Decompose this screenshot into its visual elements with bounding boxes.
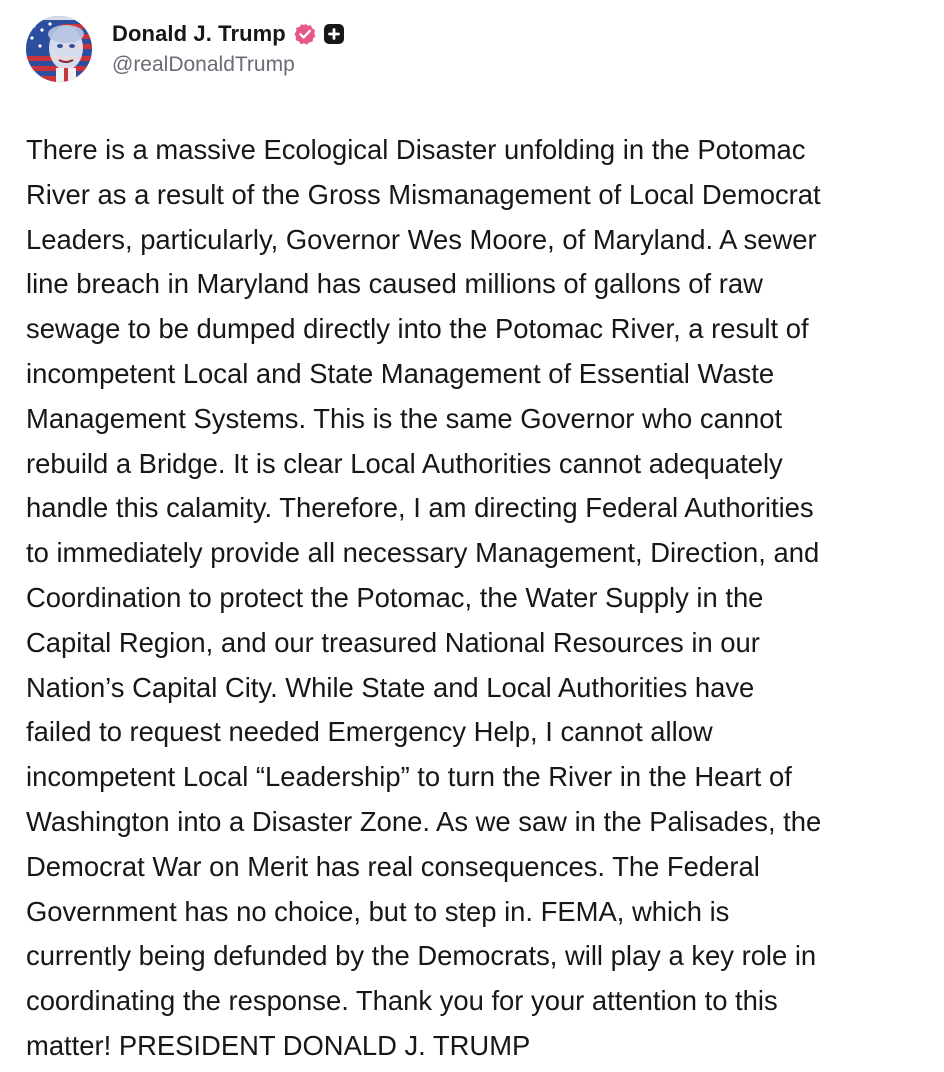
post-line: to immediately provide all necessary Management, Direction, and: [26, 537, 820, 569]
follow-plus-icon[interactable]: [323, 23, 345, 45]
name-row: [112, 16, 345, 52]
post-line: handle this calamity. Therefore, I am directing Federal Authorities: [26, 492, 814, 524]
author-identity: [112, 16, 345, 77]
post-line: matter! PRESIDENT DONALD J. TRUMP: [26, 1029, 531, 1061]
author-handle[interactable]: @realDonaldTrump: [112, 53, 295, 76]
post-header: [26, 16, 345, 86]
post-line: Government has no choice, but to step in. FEMA, which is: [26, 895, 730, 927]
author-display-name[interactable]: Donald J. Trump: [112, 21, 286, 46]
avatar[interactable]: [26, 16, 92, 82]
post-line: Democrat War on Merit has real consequences. The Federal: [26, 850, 760, 882]
post-line: Coordination to protect the Potomac, the Water Supply in the: [26, 581, 764, 613]
avatar-portrait-flag-icon: [26, 16, 92, 82]
post-line: Capital Region, and our treasured National Resources in our: [26, 626, 760, 658]
post-line: Leaders, particularly, Governor Wes Moore, of Maryland. A sewer: [26, 223, 817, 255]
post-line: failed to request needed Emergency Help, I cannot allow: [26, 716, 713, 748]
post-line: rebuild a Bridge. It is clear Local Authorities cannot adequately: [26, 447, 783, 479]
post-body-text: [26, 128, 926, 1069]
post-line: currently being defunded by the Democrats, will play a key role in: [26, 940, 817, 972]
post-line: incompetent Local and State Management of Essential Waste: [26, 357, 775, 389]
post-line: sewage to be dumped directly into the Potomac River, a result of: [26, 313, 809, 345]
post-line: incompetent Local “Leadership” to turn the River in the Heart of: [26, 761, 792, 793]
post-line: Washington into a Disaster Zone. As we saw in the Palisades, the: [26, 805, 822, 837]
post-line: coordinating the response. Thank you for your attention to this: [26, 985, 778, 1017]
post-line: Nation’s Capital City. While State and Local Authorities have: [26, 671, 755, 703]
post-line: Management Systems. This is the same Governor who cannot: [26, 402, 783, 434]
verified-badge-icon: [293, 22, 317, 46]
post-line: River as a result of the Gross Mismanagement of Local Democrat: [26, 178, 821, 210]
post-line: line breach in Maryland has caused millions of gallons of raw: [26, 268, 763, 300]
post-line: There is a massive Ecological Disaster unfolding in the Potomac: [26, 134, 806, 165]
